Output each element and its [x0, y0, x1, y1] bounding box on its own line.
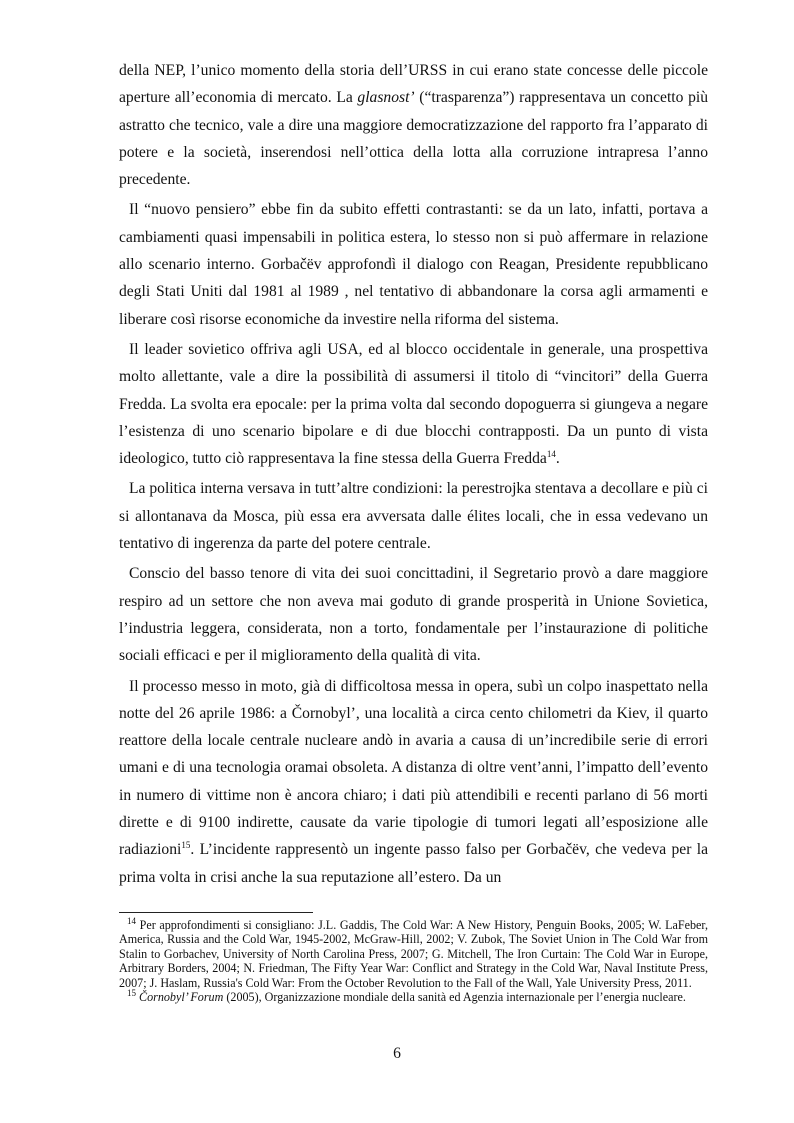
- paragraph-6: [119, 673, 708, 891]
- paragraph-6-rest: . L’incidente rappresentò un ingente passo falso per Gorbačëv, che vedeva per la prima volta in crisi anche la sua reputazione all’estero. Da un: [119, 841, 708, 886]
- paragraph-4: La politica interna versava in tutt’altre condizioni: la perestrojka stentava a decollare e più ci si allontanava da Mosca, più essa era avversata dalle élites locali, che in essa vedevano un tentativo di ingerenza da parte del potere centrale.: [119, 480, 708, 553]
- paragraph-3-text: Il leader sovietico offriva agli USA, ed al blocco occidentale in generale, una prospettiva molto allettante, vale a dire la possibilità di assumersi il titolo di “vincitori” della Guerra Fredda. La svolta era epocale: per la prima volta dal secondo dopoguerra si giungeva a negare l’esistenza di uno scenario bipolare e di due blocchi contrapposti. Da un punto di vista ideologico, tutto ciò rappresentava la fine stessa della Guerra Fredda: [119, 340, 708, 468]
- paragraph-2: Il “nuovo pensiero” ebbe fin da subito effetti contrastanti: se da un lato, infatti, portava a cambiamenti quasi impensabili in politica estera, lo stesso non si può affermare in relazione allo scenario interno. Gorbačëv approfondì il dialogo con Reagan, Presidente repubblicano degli Stati Uniti dal 1981 al 1989 , nel tentativo di abbandonare la corsa agli armamenti e liberare così risorse economiche da investire nella riforma del sistema.: [119, 201, 708, 328]
- paragraph-6-text: Il processo messo in moto, già di difficoltosa messa in opera, subì un colpo inaspettato nella notte del 26 aprile 1986: a Čornobyl’, una località a circa cento chilometri da Kiev, il quarto reattore della locale centrale nucleare andò in avaria a causa di un’incredibile serie di errori umani e di una tecnologia oramai obsoleta. A distanza di oltre vent’anni, l’impatto dell’evento in numero di vittime non è ancora chiaro; i dati più attendibili e recenti parlano di 56 morti dirette e di 9100 indirette, causate da varie tipologie di tumori legati all’esposizione alle radiazioni: [119, 677, 708, 859]
- footnote-14: [119, 915, 708, 990]
- glasnost-term: glasnost’: [357, 89, 415, 107]
- footnotes: [119, 915, 708, 1005]
- page-number: 6: [393, 1045, 401, 1062]
- body-text: [119, 57, 708, 894]
- footnote-15-italic: Čornobyl’ Forum: [136, 990, 224, 1005]
- footnote-divider: [119, 912, 313, 913]
- footnote-15-number: 15: [127, 988, 136, 998]
- footnote-14-number: 14: [127, 915, 136, 926]
- footnote-15-text: (2005), Organizzazione mondiale della sanità ed Agenzia internazionale per l’energia nucleare.: [223, 990, 686, 1005]
- footnote-ref-14: 14: [546, 448, 556, 459]
- paragraph-1-rest: (“trasparenza”) rappresentava un concetto più astratto che tecnico, vale a dire una maggiore democratizzazione del rapporto fra l’apparato di potere e la società, inserendosi nell’ottica della lotta alla corruzione intrapresa l’anno precedente.: [119, 89, 708, 189]
- paragraph-1: [119, 57, 708, 193]
- paragraph-1-text: della NEP, l’unico momento della storia dell’URSS in cui erano state concesse delle piccole aperture all’economia di mercato. La: [119, 62, 708, 107]
- footnote-ref-15: 15: [181, 840, 191, 851]
- footnote-14-text: Per approfondimenti si consigliano: J.L. Gaddis, The Cold War: A New History, Penguin Books, 2005; W. LaFeber, America, Russia and the Cold War, 1945-2002, McGraw-Hill, 2002; V. Zubok, The Soviet Union in The Cold War from Stalin to Gorbachev, University of North Carolina Press, 2007; G. Mitchell, The Iron Curtain: The Cold War in Europe, Arbitrary Borders, 2004; N. Friedman, The Fifty Year War: Conflict and Strategy in the Cold War, Naval Institute Press, 2007; J. Haslam, Russia's Cold War: From the October Revolution to the Fall of the Wall, Yale University Press, 2011.: [119, 918, 708, 990]
- paragraph-3: [119, 336, 708, 472]
- footnote-15: [119, 990, 708, 1004]
- paragraph-5: Conscio del basso tenore di vita dei suoi concittadini, il Segretario provò a dare maggiore respiro ad un settore che non aveva mai goduto di grande prosperità in Unione Sovietica, l’industria leggera, considerata, non a torto, fondamentale per l’instaurazione di politiche sociali efficaci e per il miglioramento della qualità di vita.: [119, 565, 708, 665]
- paragraph-3-end: .: [555, 450, 560, 468]
